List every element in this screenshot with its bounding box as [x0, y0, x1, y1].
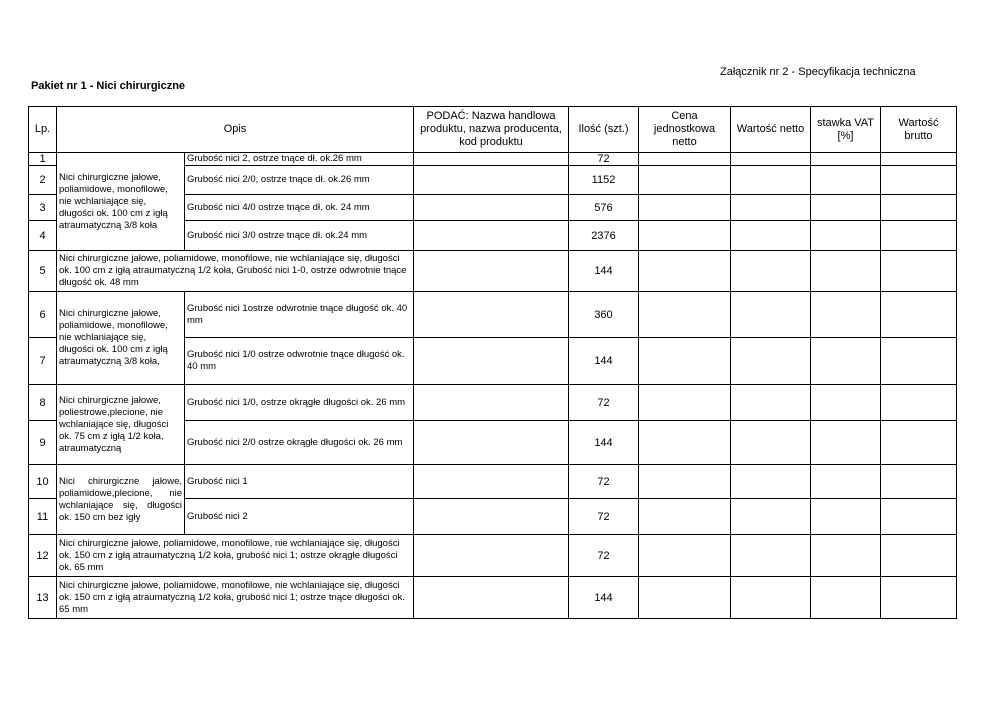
product-name-cell[interactable]	[414, 465, 569, 499]
row-lp: 8	[29, 385, 57, 421]
product-name-cell[interactable]	[414, 292, 569, 338]
net-value-cell[interactable]	[731, 292, 811, 338]
gross-value-cell[interactable]	[881, 338, 957, 385]
net-value-cell[interactable]	[731, 421, 811, 465]
gross-value-cell[interactable]	[881, 221, 957, 251]
unit-price-cell[interactable]	[639, 385, 731, 421]
table-row	[29, 385, 957, 421]
gross-value-cell[interactable]	[881, 166, 957, 195]
vat-cell[interactable]	[811, 338, 881, 385]
gross-value-cell[interactable]	[881, 251, 957, 292]
unit-price-cell[interactable]	[639, 292, 731, 338]
vat-cell[interactable]	[811, 195, 881, 221]
gross-value-cell[interactable]	[881, 499, 957, 535]
table-row	[29, 251, 957, 292]
row-lp: 2	[29, 166, 57, 195]
product-name-cell[interactable]	[414, 338, 569, 385]
row-detail: Grubość nici 1	[185, 465, 414, 499]
unit-price-cell[interactable]	[639, 465, 731, 499]
row-qty: 72	[569, 535, 639, 577]
product-name-cell[interactable]	[414, 153, 569, 166]
vat-cell[interactable]	[811, 385, 881, 421]
net-value-cell[interactable]	[731, 166, 811, 195]
product-name-cell[interactable]	[414, 166, 569, 195]
row-lp: 5	[29, 251, 57, 292]
product-name-cell[interactable]	[414, 499, 569, 535]
vat-cell[interactable]	[811, 251, 881, 292]
net-value-cell[interactable]	[731, 153, 811, 166]
header-opis: Opis	[57, 107, 414, 153]
table-row	[29, 535, 957, 577]
vat-cell[interactable]	[811, 499, 881, 535]
table-row	[29, 292, 957, 338]
row-qty: 144	[569, 421, 639, 465]
row-lp: 4	[29, 221, 57, 251]
row-qty: 360	[569, 292, 639, 338]
vat-cell[interactable]	[811, 421, 881, 465]
gross-value-cell[interactable]	[881, 421, 957, 465]
header-ilosc: Ilość (szt.)	[569, 107, 639, 153]
row-qty: 144	[569, 577, 639, 619]
gross-value-cell[interactable]	[881, 292, 957, 338]
unit-price-cell[interactable]	[639, 166, 731, 195]
row-lp: 11	[29, 499, 57, 535]
row-detail: Grubość nici 4/0 ostrze tnące dł. ok. 24 mm	[185, 195, 414, 221]
table-row	[29, 465, 957, 499]
row-lp: 1	[29, 153, 57, 166]
net-value-cell[interactable]	[731, 195, 811, 221]
unit-price-cell[interactable]	[639, 221, 731, 251]
net-value-cell[interactable]	[731, 221, 811, 251]
header-cena: Cena jednostkowa netto	[639, 107, 731, 153]
gross-value-cell[interactable]	[881, 153, 957, 166]
group-description: Nici chirurgiczne jałowe, poliamidowe,plecione, nie wchlaniające się, długości ok. 150 cm bez igły	[57, 465, 185, 535]
net-value-cell[interactable]	[731, 338, 811, 385]
row-qty: 144	[569, 251, 639, 292]
unit-price-cell[interactable]	[639, 251, 731, 292]
table-row	[29, 153, 957, 166]
group-description: Nici chirurgiczne jałowe, poliamidowe, monofilowe, nie wchlaniające się, długości ok. 100 cm z igłą atraumatyczną 3/8 koła,	[57, 292, 185, 385]
unit-price-cell[interactable]	[639, 195, 731, 221]
product-name-cell[interactable]	[414, 421, 569, 465]
product-name-cell[interactable]	[414, 385, 569, 421]
row-lp: 12	[29, 535, 57, 577]
table-row	[29, 577, 957, 619]
annex-label: Załącznik nr 2 - Specyfikacja techniczna	[720, 66, 916, 78]
row-lp: 3	[29, 195, 57, 221]
row-lp: 6	[29, 292, 57, 338]
gross-value-cell[interactable]	[881, 465, 957, 499]
vat-cell[interactable]	[811, 153, 881, 166]
unit-price-cell[interactable]	[639, 421, 731, 465]
net-value-cell[interactable]	[731, 535, 811, 577]
header-wartosc-netto: Wartość netto	[731, 107, 811, 153]
row-detail: Grubość nici 1/0, ostrze okrągłe długości ok. 26 mm	[185, 385, 414, 421]
row-qty: 144	[569, 338, 639, 385]
row-lp: 10	[29, 465, 57, 499]
row-detail: Grubość nici 2	[185, 499, 414, 535]
specification-table	[28, 106, 957, 619]
net-value-cell[interactable]	[731, 385, 811, 421]
row-detail: Grubość nici 2, ostrze tnące dł. ok.26 mm	[185, 153, 414, 166]
gross-value-cell[interactable]	[881, 385, 957, 421]
row-detail: Grubość nici 1/0 ostrze odwrotnie tnące długość ok. 40 mm	[185, 338, 414, 385]
unit-price-cell[interactable]	[639, 153, 731, 166]
product-name-cell[interactable]	[414, 535, 569, 577]
row-detail: Nici chirurgiczne jałowe, poliamidowe, monofilowe, nie wchlaniające się, długości ok. 100 cm z igłą atraumatyczną 1/2 koła, Grubość nici 1-0, ostrze odwrotnie tnące długość ok. 48 mm	[57, 251, 414, 292]
vat-cell[interactable]	[811, 166, 881, 195]
product-name-cell[interactable]	[414, 251, 569, 292]
gross-value-cell[interactable]	[881, 535, 957, 577]
row-qty: 72	[569, 499, 639, 535]
row-qty: 576	[569, 195, 639, 221]
row-qty: 72	[569, 153, 639, 166]
header-vat: stawka VAT [%]	[811, 107, 881, 153]
row-qty: 72	[569, 385, 639, 421]
net-value-cell[interactable]	[731, 577, 811, 619]
group-description: Nici chirurgiczne jałowe, poliamidowe, monofilowe, nie wchlaniające się, długości ok. 100 cm z igłą atraumatyczną 3/8 koła	[57, 153, 185, 251]
row-lp: 7	[29, 338, 57, 385]
row-lp: 9	[29, 421, 57, 465]
net-value-cell[interactable]	[731, 465, 811, 499]
package-title: Pakiet nr 1 - Nici chirurgiczne	[31, 80, 186, 92]
row-detail: Nici chirurgiczne jałowe, poliamidowe, monofilowe, nie wchlaniające się, długości ok. 150 cm z igłą atraumatyczną 1/2 koła, grubość nici 1; ostrze okrągłe długości ok. 65 mm	[57, 535, 414, 577]
group-description: Nici chirurgiczne jałowe, poliestrowe,plecione, nie wchlaniające się, długości ok. 75 cm z igłą 1/2 koła, atraumatyczną	[57, 385, 185, 465]
unit-price-cell[interactable]	[639, 535, 731, 577]
header-lp: Lp.	[29, 107, 57, 153]
unit-price-cell[interactable]	[639, 499, 731, 535]
row-detail: Grubość nici 3/0 ostrze tnące dł. ok.24 mm	[185, 221, 414, 251]
unit-price-cell[interactable]	[639, 338, 731, 385]
header-podac: PODAĆ: Nazwa handlowa produktu, nazwa producenta, kod produktu	[414, 107, 569, 153]
vat-cell[interactable]	[811, 221, 881, 251]
vat-cell[interactable]	[811, 535, 881, 577]
row-lp: 13	[29, 577, 57, 619]
row-qty: 1152	[569, 166, 639, 195]
gross-value-cell[interactable]	[881, 195, 957, 221]
header-wartosc-brutto: Wartość brutto	[881, 107, 957, 153]
row-qty: 72	[569, 465, 639, 499]
row-qty: 2376	[569, 221, 639, 251]
vat-cell[interactable]	[811, 465, 881, 499]
product-name-cell[interactable]	[414, 221, 569, 251]
unit-price-cell[interactable]	[639, 577, 731, 619]
row-detail: Grubość nici 2/0, ostrze tnące dł. ok.26 mm	[185, 166, 414, 195]
gross-value-cell[interactable]	[881, 577, 957, 619]
net-value-cell[interactable]	[731, 251, 811, 292]
row-detail: Grubość nici 2/0 ostrze okrągłe długości ok. 26 mm	[185, 421, 414, 465]
vat-cell[interactable]	[811, 577, 881, 619]
product-name-cell[interactable]	[414, 195, 569, 221]
header-row	[29, 107, 957, 153]
row-detail: Nici chirurgiczne jałowe, poliamidowe, monofilowe, nie wchlaniające się, długości ok. 150 cm z igłą atraumatyczną 1/2 koła, grubość nici 1; ostrze tnące długości ok. 65 mm	[57, 577, 414, 619]
product-name-cell[interactable]	[414, 577, 569, 619]
vat-cell[interactable]	[811, 292, 881, 338]
net-value-cell[interactable]	[731, 499, 811, 535]
row-detail: Grubość nici 1ostrze odwrotnie tnące długość ok. 40 mm	[185, 292, 414, 338]
